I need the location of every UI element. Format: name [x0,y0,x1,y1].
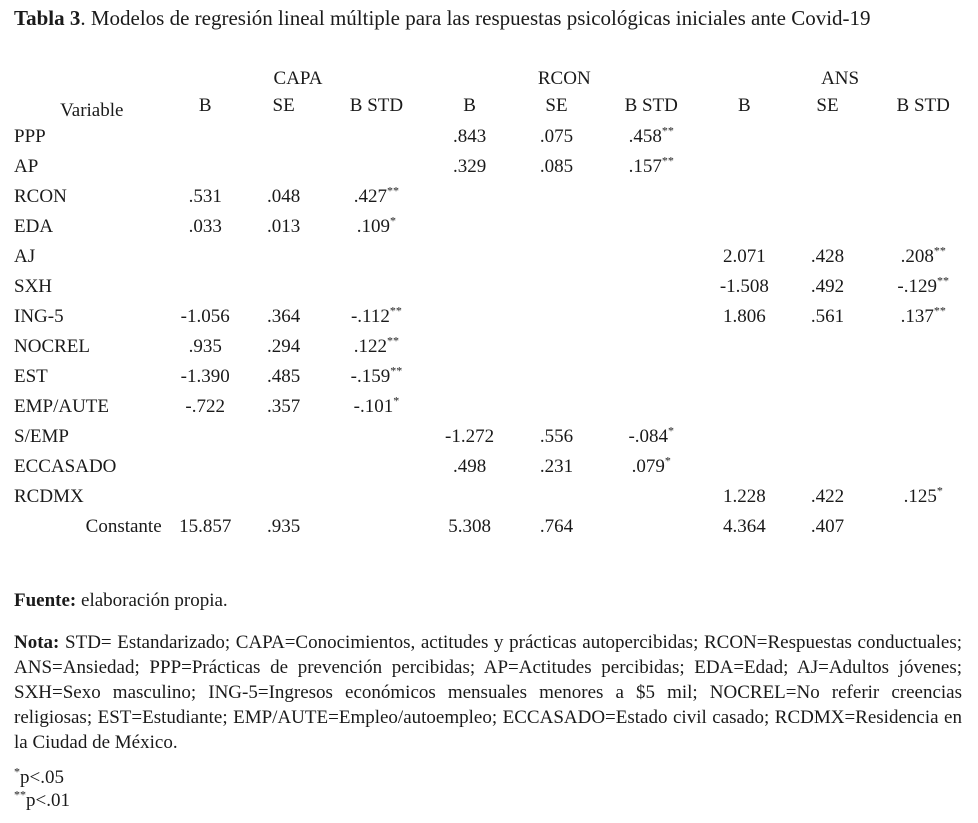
ans-b-cell [702,332,786,362]
cell-value: 15.857 [179,516,232,537]
ans-bstd-cell [868,182,978,212]
ans-b-cell [702,422,786,452]
cell-value: .137 [900,306,934,327]
table-row [14,482,978,512]
rcon-b-cell [426,242,512,272]
cell-value: -.101 [353,396,394,417]
capa-se-cell [241,512,327,542]
table-caption-text: . Modelos de regresión lineal múltiple para las respuestas psicológicas iniciales ante Covid-19 [80,6,871,30]
rcon-b-cell [426,362,512,392]
subheader-capa-b: B [198,95,212,116]
cell-value: .561 [810,306,845,327]
capa-b-cell [170,152,241,182]
rcon-bstd-cell [600,302,702,332]
cell-value: .157 [628,156,662,177]
cell-value: -.129 [897,276,937,297]
variable-cell: SXH [14,276,53,297]
cell-value: .079 [631,456,665,477]
ans-b-cell [702,512,786,542]
ans-b-cell [702,152,786,182]
ans-se-cell [787,512,869,542]
significance-stars: ** [387,333,400,348]
cell-value: 2.071 [722,246,766,267]
footnote-p01 [14,789,70,812]
significance-stars: * [668,423,675,438]
rcon-bstd-cell [600,422,702,452]
rcon-se-cell [513,152,601,182]
rcon-se-cell [513,122,601,152]
cell-value: .427 [353,186,388,207]
capa-b-cell [170,182,241,212]
cell-value: .935 [188,336,222,357]
ans-bstd-cell [868,212,978,242]
capa-bstd-cell [326,212,426,242]
ans-bstd-cell [868,512,978,542]
ans-se-cell [787,392,869,422]
rcon-se-cell [513,212,601,242]
capa-b-cell [170,332,241,362]
cell-value: .458 [628,126,662,147]
table-row [14,152,978,182]
ans-se-cell [787,122,869,152]
rcon-se-cell [513,332,601,362]
capa-b-cell [170,272,241,302]
rcon-b-cell [426,422,512,452]
capa-se-cell [241,242,327,272]
ans-b-cell [702,362,786,392]
significance-stars: ** [387,183,400,198]
variable-cell: ING-5 [14,306,64,327]
capa-b-cell [170,212,241,242]
ans-bstd-cell [868,242,978,272]
capa-se-cell [241,212,327,242]
ans-bstd-cell [868,362,978,392]
rcon-se-cell [513,302,601,332]
table-body [14,122,978,542]
subheader-ans-b: B [738,95,751,116]
rcon-bstd-cell [600,182,702,212]
capa-bstd-cell [326,242,426,272]
rcon-se-cell [513,272,601,302]
cell-value: -1.056 [180,306,230,327]
source-text: elaboración propia. [76,590,228,611]
significance-stars: ** [390,363,403,378]
variable-cell: S/EMP [14,426,69,447]
rcon-b-cell [426,212,512,242]
capa-se-cell [241,302,327,332]
ans-bstd-cell [868,302,978,332]
significance-stars: ** [389,303,402,318]
ans-b-cell [702,452,786,482]
subheader-rcon-se: SE [545,95,568,116]
regression-table [14,62,978,542]
ans-bstd-cell [868,272,978,302]
capa-se-cell [241,122,327,152]
table-row [14,422,978,452]
ans-b-cell [702,182,786,212]
capa-b-cell [170,302,241,332]
cell-value: .048 [267,186,301,207]
variable-cell: Constante [85,516,162,537]
significance-stars: * [664,453,671,468]
cell-value: .364 [267,306,301,327]
ans-b-cell [702,302,786,332]
cell-value: .556 [539,426,574,447]
cell-value: .531 [188,186,222,207]
variable-cell: EMP/AUTE [14,396,109,417]
table-row [14,272,978,302]
rcon-b-cell [426,302,512,332]
capa-bstd-cell [326,452,426,482]
cell-value: .329 [452,156,487,177]
subheader-rcon-bstd: B STD [624,95,678,116]
rcon-se-cell [513,182,601,212]
table-row [14,332,978,362]
capa-bstd-cell [326,302,426,332]
ans-se-cell [787,182,869,212]
ans-se-cell [787,152,869,182]
ans-bstd-cell [868,152,978,182]
capa-se-cell [241,452,327,482]
rcon-b-cell [426,152,512,182]
significance-stars: ** [661,153,674,168]
rcon-bstd-cell [600,512,702,542]
cell-value: 1.228 [722,486,766,507]
group-header-rcon: RCON [537,68,591,89]
capa-bstd-cell [326,122,426,152]
subheader-ans-bstd: B STD [896,95,950,116]
cell-value: -.722 [185,396,225,417]
subheader-capa-bstd: B STD [349,95,404,116]
cell-value: .125 [903,486,937,507]
capa-b-cell [170,512,241,542]
footnote-text: p<.05 [20,767,64,788]
variable-header: Variable [60,100,124,121]
cell-value: .033 [188,216,222,237]
rcon-bstd-cell [600,242,702,272]
capa-se-cell [241,392,327,422]
cell-value: .485 [267,366,301,387]
rcon-se-cell [513,452,601,482]
cell-value: .428 [810,246,845,267]
capa-bstd-cell [326,482,426,512]
capa-b-cell [170,362,241,392]
cell-value: .764 [539,516,574,537]
ans-b-cell [702,212,786,242]
variable-cell: EDA [14,216,54,237]
ans-bstd-cell [868,332,978,362]
variable-cell: AJ [14,246,36,267]
cell-value: .085 [539,156,574,177]
subheader-rcon-b: B [463,95,476,116]
significance-stars: * [936,483,943,498]
cell-value: 5.308 [448,516,491,537]
cell-value: .294 [267,336,301,357]
rcon-b-cell [426,392,512,422]
cell-value: .492 [810,276,845,297]
cell-value: -1.390 [180,366,230,387]
cell-value: .357 [267,396,301,417]
rcon-b-cell [426,332,512,362]
rcon-b-cell [426,122,512,152]
variable-cell: EST [14,366,48,387]
capa-se-cell [241,332,327,362]
rcon-b-cell [426,452,512,482]
cell-value: .231 [539,456,574,477]
capa-se-cell [241,362,327,392]
group-header-ans: ANS [821,68,860,89]
table-row [14,122,978,152]
capa-b-cell [170,242,241,272]
capa-se-cell [241,482,327,512]
cell-value: .013 [267,216,301,237]
ans-b-cell [702,392,786,422]
capa-bstd-cell [326,512,426,542]
cell-value: -1.272 [445,426,495,447]
ans-se-cell [787,332,869,362]
capa-b-cell [170,122,241,152]
rcon-bstd-cell [600,332,702,362]
cell-value: 4.364 [722,516,766,537]
source-note [14,590,228,612]
table-row [14,512,978,542]
capa-se-cell [241,182,327,212]
ans-se-cell [787,482,869,512]
footnote-stars: * [14,764,20,779]
footnote-text: p<.01 [26,790,70,811]
cell-value: .498 [452,456,487,477]
significance-stars: * [393,393,400,408]
ans-se-cell [787,452,869,482]
capa-b-cell [170,422,241,452]
rcon-bstd-cell [600,362,702,392]
cell-value: .208 [900,246,934,267]
significance-stars: ** [933,243,946,258]
cell-value: -.084 [628,426,669,447]
subheader-capa-se: SE [272,95,295,116]
rcon-se-cell [513,482,601,512]
cell-value: .843 [452,126,487,147]
table-row [14,242,978,272]
source-label: Fuente: [14,590,77,611]
rcon-se-cell [513,392,601,422]
footnote-p05 [14,766,70,789]
cell-value: 1.806 [722,306,766,327]
ans-se-cell [787,422,869,452]
capa-se-cell [241,272,327,302]
variable-cell: RCDMX [14,486,84,507]
rcon-bstd-cell [600,152,702,182]
rcon-b-cell [426,482,512,512]
ans-b-cell [702,242,786,272]
capa-b-cell [170,392,241,422]
capa-bstd-cell [326,152,426,182]
ans-b-cell [702,122,786,152]
capa-se-cell [241,422,327,452]
variable-cell: ECCASADO [14,456,117,477]
significance-stars: ** [933,303,946,318]
rcon-bstd-cell [600,482,702,512]
significance-stars: ** [661,123,674,138]
cell-value: .075 [539,126,574,147]
ans-b-cell [702,272,786,302]
capa-bstd-cell [326,182,426,212]
capa-se-cell [241,152,327,182]
table-row [14,182,978,212]
cell-value: -.112 [350,306,390,327]
rcon-b-cell [426,182,512,212]
rcon-bstd-cell [600,212,702,242]
ans-bstd-cell [868,452,978,482]
rcon-bstd-cell [600,122,702,152]
cell-value: .109 [356,216,391,237]
variable-cell: RCON [14,186,67,207]
capa-bstd-cell [326,392,426,422]
cell-value: -.159 [350,366,391,387]
variable-cell: PPP [14,126,46,147]
capa-b-cell [170,482,241,512]
table-row [14,392,978,422]
cell-value: .422 [810,486,845,507]
significance-stars: * [390,213,397,228]
rcon-se-cell [513,362,601,392]
ans-bstd-cell [868,422,978,452]
capa-bstd-cell [326,332,426,362]
table-caption [14,6,871,31]
ans-se-cell [787,212,869,242]
variable-cell: AP [14,156,39,177]
ans-se-cell [787,272,869,302]
rcon-bstd-cell [600,392,702,422]
table-row [14,212,978,242]
ans-b-cell [702,482,786,512]
capa-bstd-cell [326,422,426,452]
capa-bstd-cell [326,362,426,392]
table-caption-label: Tabla 3 [14,6,81,30]
cell-value: .935 [267,516,301,537]
table-row [14,302,978,332]
rcon-b-cell [426,512,512,542]
capa-bstd-cell [326,272,426,302]
note-label: Nota: [14,632,60,653]
ans-se-cell [787,362,869,392]
table-row [14,452,978,482]
rcon-bstd-cell [600,452,702,482]
capa-b-cell [170,452,241,482]
ans-se-cell [787,302,869,332]
abbreviation-note [14,630,962,755]
ans-bstd-cell [868,122,978,152]
rcon-se-cell [513,512,601,542]
rcon-se-cell [513,422,601,452]
table-row [14,362,978,392]
cell-value: .407 [810,516,845,537]
group-header-capa: CAPA [273,68,323,89]
note-text: STD= Estandarizado; CAPA=Conocimientos, actitudes y prácticas autopercibidas; RCON=Respuestas conductuales; ANS=Ansiedad; PPP=Prácticas de prevención percibidas; AP=Actitudes percibidas; EDA=Edad; AJ=Adultos jóvenes; SXH=Sexo masculino; ING-5=Ingresos económicos mensuales menores a $5 mil; NOCREL=No referir creencias religiosas; EST=Estudiante; EMP/AUTE=Empleo/autoempleo; ECCASADO=Estado civil casado; RCDMX=Residencia en la Ciudad de México. [14,632,962,753]
rcon-se-cell [513,242,601,272]
ans-se-cell [787,242,869,272]
significance-footnotes [14,766,70,812]
ans-bstd-cell [868,482,978,512]
cell-value: .122 [353,336,388,357]
cell-value: -1.508 [719,276,769,297]
ans-bstd-cell [868,392,978,422]
variable-cell: NOCREL [14,336,90,357]
rcon-bstd-cell [600,272,702,302]
subheader-ans-se: SE [816,95,839,116]
significance-stars: ** [937,273,949,288]
footnote-stars: ** [14,787,26,802]
rcon-b-cell [426,272,512,302]
